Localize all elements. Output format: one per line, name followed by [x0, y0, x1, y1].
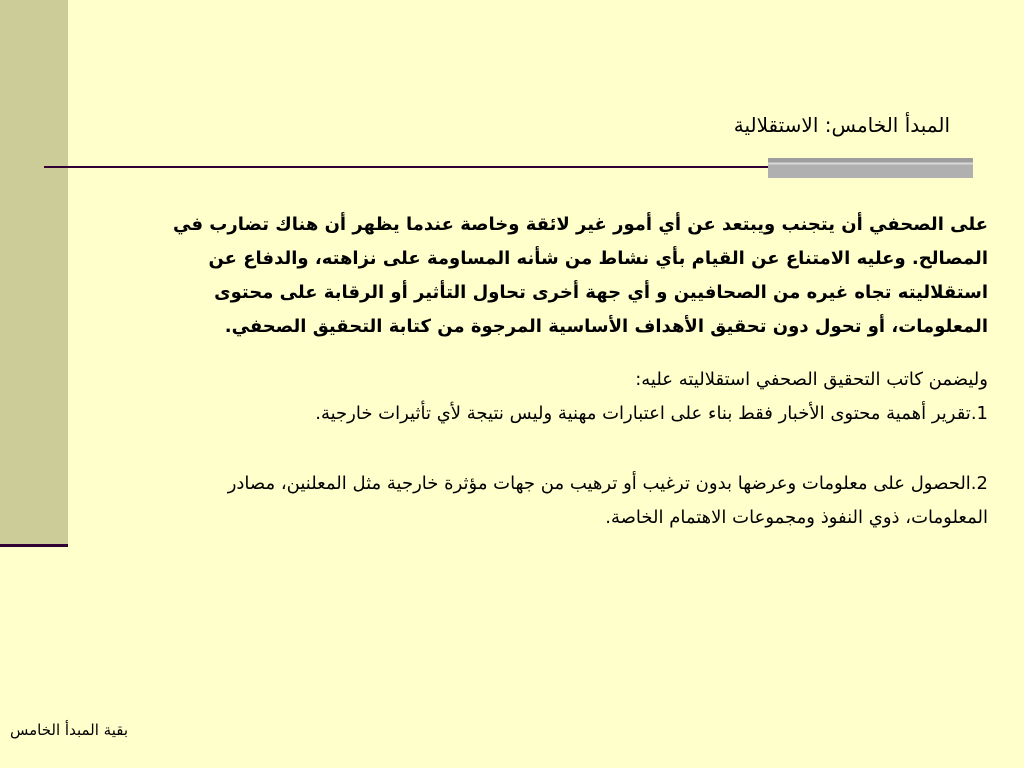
list-item-1: 1.تقرير أهمية محتوى الأخبار فقط بناء على اعتبارات مهنية وليس نتيجة لأي تأثيرات خارجية.: [315, 403, 988, 424]
footer-note: بقية المبدأ الخامس: [10, 721, 128, 739]
slide-title: المبدأ الخامس: الاستقلالية: [733, 113, 950, 137]
divider-accent-bar: [768, 158, 973, 178]
sidebar-strip: [0, 0, 68, 547]
intro-paragraph: على الصحفي أن يتجنب ويبتعد عن أي أمور غير لائقة وخاصة عندما يظهر أن هناك تضارب في المصالح. وعليه الامتناع عن القيام بأي نشاط من شأنه المساومة على نزاهته، والدفاع عن استقلاليته تجاه غيره من الصحافيين و أي جهة أخرى تحاول التأثير أو الرقابة على محتوى المعلومات، أو تحول دون تحقيق الأهداف الأساسية المرجوة من كتابة التحقيق الصحفي.: [172, 214, 988, 337]
list-item-2: 2.الحصول على معلومات وعرضها بدون ترغيب أو ترهيب من جهات مؤثرة خارجية مثل المعلنين، مصادر المعلومات، ذوي النفوذ ومجموعات الاهتمام الخاصة.: [227, 473, 988, 528]
spacer: [150, 431, 988, 467]
guarantee-lead: وليضمن كاتب التحقيق الصحفي استقلاليته عليه:: [635, 369, 988, 390]
sidebar-underline: [0, 544, 68, 547]
slide-body: [150, 208, 988, 535]
